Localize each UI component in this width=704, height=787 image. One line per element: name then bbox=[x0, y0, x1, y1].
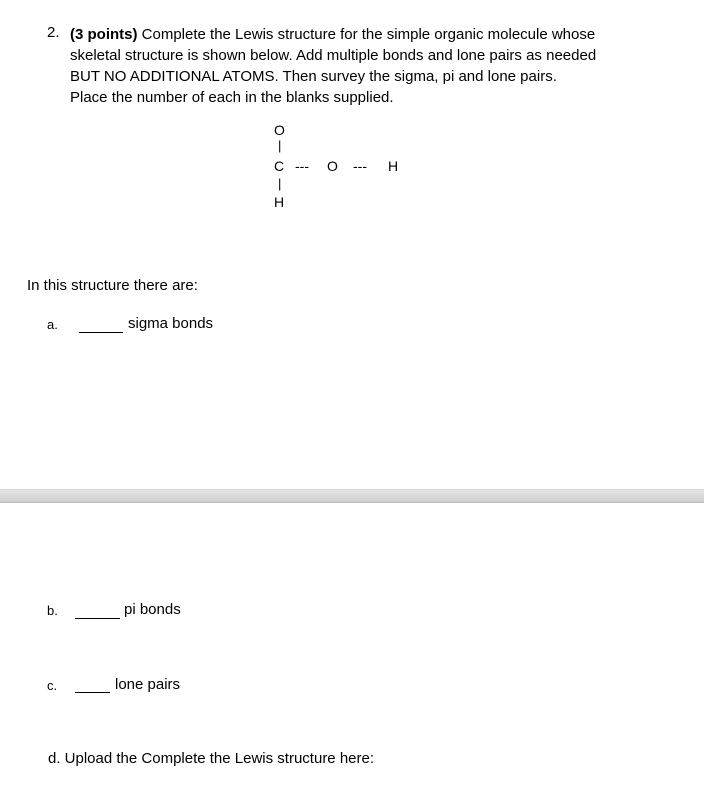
question-line-3: BUT NO ADDITIONAL ATOMS. Then survey the sigma, pi and lone pairs. bbox=[70, 68, 557, 85]
question-line-2: skeletal structure is shown below. Add multiple bonds and lone pairs as needed bbox=[70, 47, 597, 64]
bond-vertical-top: | bbox=[278, 138, 282, 153]
skeletal-structure bbox=[260, 120, 420, 212]
lone-pairs-blank[interactable] bbox=[75, 692, 110, 693]
question-number: 2. bbox=[47, 24, 60, 41]
bond-o-h: --- bbox=[353, 158, 367, 174]
pi-bonds-blank[interactable] bbox=[75, 618, 120, 619]
bond-c-o: --- bbox=[295, 158, 309, 174]
question-line-1 bbox=[70, 24, 690, 45]
upload-prompt: d. Upload the Complete the Lewis structure here: bbox=[48, 750, 375, 767]
question-text bbox=[70, 24, 690, 108]
question-line-4: Place the number of each in the blanks supplied. bbox=[70, 89, 394, 106]
bond-vertical-bottom: | bbox=[278, 176, 282, 191]
item-a-letter: a. bbox=[47, 317, 58, 332]
page-divider bbox=[0, 489, 704, 503]
question-line-1-text: Complete the Lewis structure for the simple organic molecule whose bbox=[137, 26, 596, 43]
item-b-letter: b. bbox=[47, 603, 58, 618]
item-b-label: pi bonds bbox=[124, 601, 181, 618]
atom-oxygen-top: O bbox=[274, 122, 285, 138]
item-a-label: sigma bonds bbox=[128, 315, 214, 332]
item-c-label: lone pairs bbox=[115, 676, 181, 693]
atom-hydrogen-right: H bbox=[388, 158, 399, 174]
question-points: (3 points) bbox=[70, 26, 138, 43]
survey-intro: In this structure there are: bbox=[27, 277, 198, 294]
atom-oxygen-middle: O bbox=[327, 158, 338, 174]
sigma-bonds-blank[interactable] bbox=[79, 332, 123, 333]
atom-carbon: C bbox=[274, 158, 285, 174]
atom-hydrogen-bottom: H bbox=[274, 194, 285, 210]
item-c-letter: c. bbox=[47, 678, 58, 693]
